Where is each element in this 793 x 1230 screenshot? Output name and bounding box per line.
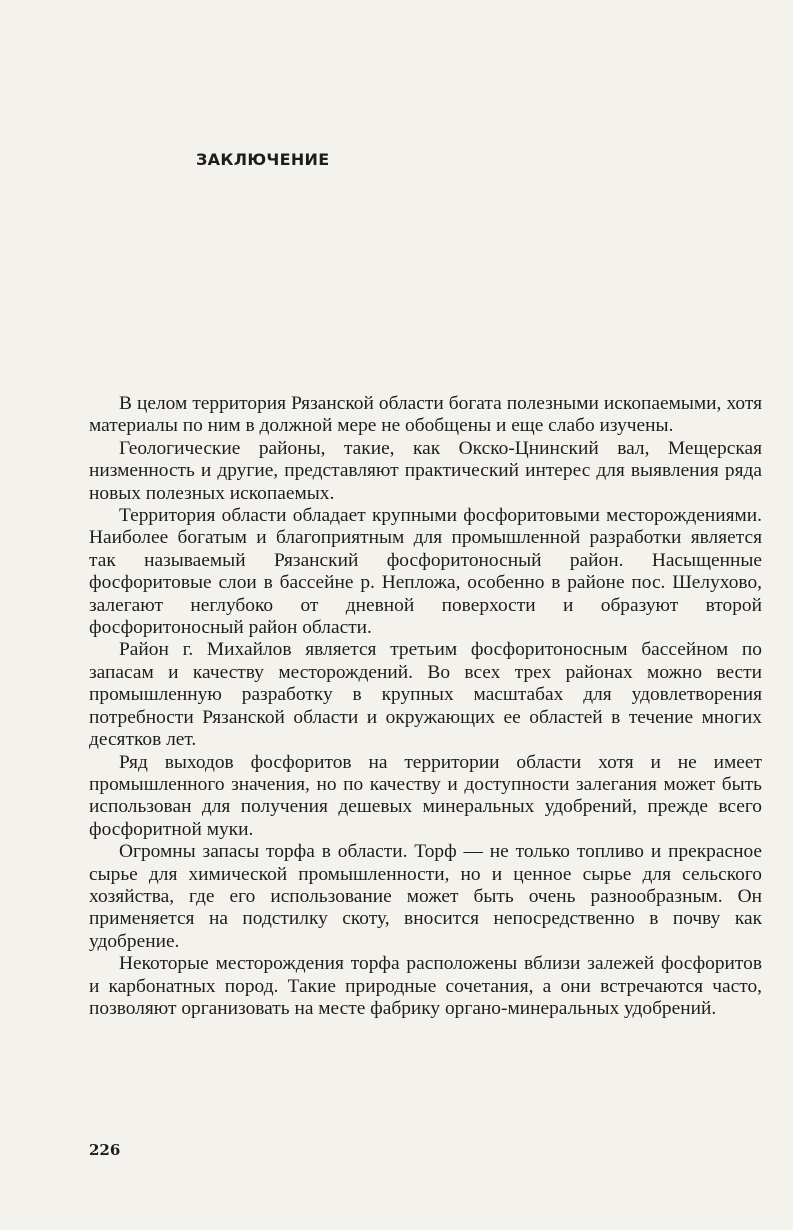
paragraph: В целом территория Рязанской области богата полезными ископаемыми, хотя материалы по ним в должной мере не обобщены и еще слабо изучены. <box>89 393 762 437</box>
chapter-heading: ЗАКЛЮЧЕНИЕ <box>196 150 330 169</box>
page-number: 226 <box>89 1141 121 1159</box>
body-text <box>89 393 762 1020</box>
paragraph: Геологические районы, такие, как Окско-Цнинский вал, Мещерская низменность и другие, представляют практический интерес для выявления ряда новых полезных ископаемых. <box>89 437 762 504</box>
paragraph: Некоторые месторождения торфа расположены вблизи залежей фосфоритов и карбонатных пород. Такие природные сочетания, а они встречаются часто, позволяют организовать на месте фабрику органо-минеральных удобрений. <box>89 953 762 1019</box>
paragraph: Район г. Михайлов является третьим фосфоритоносным бассейном по запасам и качеству месторождений. Во всех трех районах можно вести промышленную разработку в крупных масштабах для удовлетворения потребности Рязанской области и окружающих ее областей в течение многих десятков лет. <box>89 639 762 751</box>
paragraph: Огромны запасы торфа в области. Торф — не только топливо и прекрасное сырье для химической промышленности, но и ценное сырье для сельского хозяйства, где его использование может быть очень разнообразным. Он применяется на подстилку скоту, вносится непосредственно в почву как удобрение. <box>89 841 762 952</box>
paragraph: Территория области обладает крупными фосфоритовыми месторождениями. Наиболее богатым и благоприятным для промышленной разработки является так называемый Рязанский фосфоритоносный район. Насыщенные фосфоритовые слои в бассейне р. Непложа, особенно в районе пос. Шелухово, залегают неглубоко от дневной поверхости и образуют второй фосфоритоносный район области. <box>89 505 762 639</box>
paragraph: Ряд выходов фосфоритов на территории области хотя и не имеет промышленного значения, но по качеству и доступности залегания может быть использован для получения дешевых минеральных удобрений, прежде всего фосфоритной муки. <box>89 751 762 840</box>
